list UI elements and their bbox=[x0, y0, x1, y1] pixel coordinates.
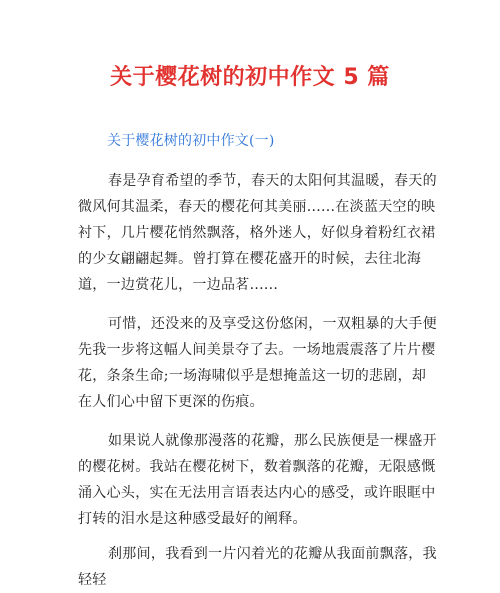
paragraph-4: 刹那间，我看到一片闪着光的花瓣从我面前飘落，我轻轻 bbox=[78, 546, 437, 588]
paragraph-3: 如果说人就像那漫落的花瓣，那么民族便是一棵盛开的樱花树。我站在樱花树下，数着飘落的花瓣，无限感慨涌入心头，实在无法用言语表达内心的感受，或许眼眶中打转的泪水是这种感受最好的阐释。 bbox=[78, 433, 437, 527]
paragraph-2: 可惜，还没来的及享受这份悠闲，一双粗暴的大手便先我一步将这幅人间美景夺了去。一场地震震落了片片樱花，条条生命;一场海啸似乎是想掩盖这一切的悲剧，却在人们心中留下更深的伤痕。 bbox=[78, 316, 437, 410]
section-heading: 关于樱花树的初中作文(一) bbox=[107, 133, 275, 149]
paragraph-1: 春是孕育希望的季节，春天的太阳何其温暖，春天的微风何其温柔，春天的樱花何其美丽......在淡蓝天空的映衬下，几片樱花悄然飘落，格外迷人，好似身着粉红衣裙的少女翩翩起舞。曾打算在樱花盛开的时候，去往北海道，一边赏花儿，一边品茗...... bbox=[78, 173, 437, 293]
page-title: 关于樱花树的初中作文 5 篇 bbox=[110, 65, 390, 90]
